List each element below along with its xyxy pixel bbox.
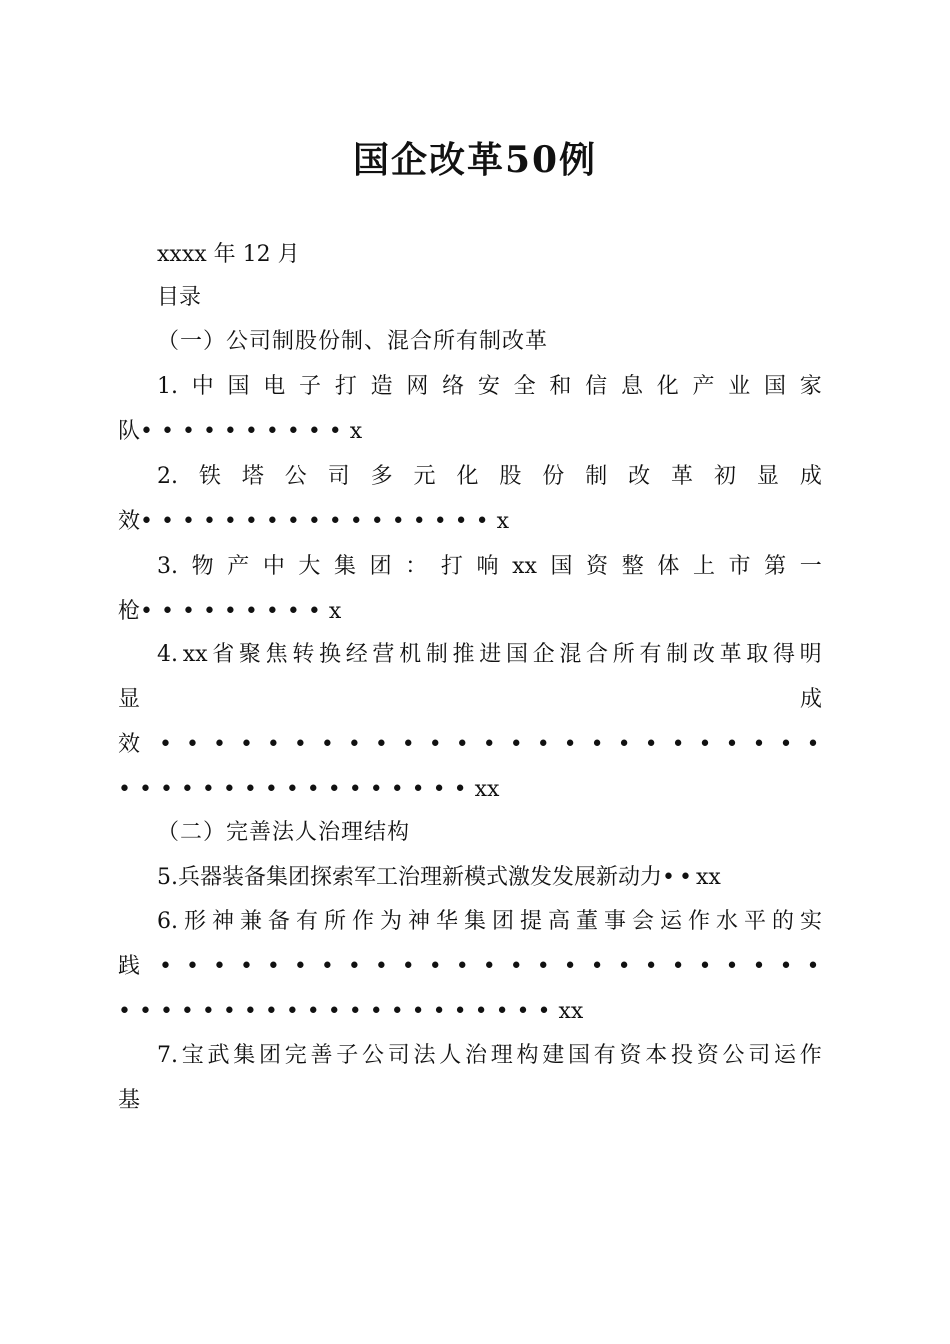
toc-page-number: x: [328, 599, 342, 624]
toc-item-char: 团: [369, 554, 392, 579]
toc-item-char: 武: [207, 1043, 230, 1068]
toc-item-text: 效: [118, 509, 141, 534]
toc-item-char: 份: [542, 464, 565, 489]
toc-item-char: 子: [299, 374, 322, 399]
toc-item-char: 大: [298, 554, 321, 579]
toc-item-char: 公: [284, 464, 307, 489]
toc-item-char: 4.: [157, 642, 178, 667]
toc-page-number: xx: [474, 777, 500, 802]
toc-item-char: 改: [628, 464, 651, 489]
toc-item-char: 经: [345, 642, 368, 667]
toc-item-char: 所: [612, 642, 635, 667]
toc-item-char: 取: [746, 642, 769, 667]
toc-item-char: 备: [267, 909, 290, 934]
toc-item-char: 会: [631, 909, 654, 934]
toc-item-char: 神: [211, 909, 234, 934]
toc-item-char: 公: [722, 1043, 745, 1068]
toc-item-char: 家: [799, 374, 822, 399]
toc-item-char: 市: [728, 554, 751, 579]
toc-item-6-line1: [157, 907, 822, 937]
toc-item-char: 第: [764, 554, 787, 579]
toc-item-char: 产: [227, 554, 250, 579]
toc-item-char: 国: [550, 554, 573, 579]
toc-item-char: 有: [295, 909, 318, 934]
toc-item-char: 投: [670, 1043, 693, 1068]
toc-leader: •••••••••: [140, 599, 329, 624]
toc-item-char: 化: [656, 374, 679, 399]
toc-page-number: x: [349, 419, 363, 444]
toc-item-char: 集: [334, 554, 357, 579]
toc-item-char: 6.: [157, 909, 178, 934]
toc-item-char: 理: [490, 1043, 513, 1068]
toc-leader: •••••••••••••••••••••••••: [159, 954, 834, 979]
toc-item-char: 作: [799, 1043, 822, 1068]
toc-item-char: xx: [182, 642, 208, 667]
toc-item-char: 信: [585, 374, 608, 399]
toc-item-char: 机: [399, 642, 422, 667]
toc-item-char: 董: [575, 909, 598, 934]
toc-item-char: 中: [191, 374, 214, 399]
toc-leader: •••••••••••••••••••••••••: [159, 732, 834, 757]
toc-item-char: 化: [456, 464, 479, 489]
toc-item-char: 得: [772, 642, 795, 667]
toc-item-char: 中: [262, 554, 285, 579]
toc-item-char: 转: [292, 642, 315, 667]
toc-item-char: 进: [479, 642, 502, 667]
toc-item-char: 公: [361, 1043, 384, 1068]
toc-item-char: 集: [233, 1043, 256, 1068]
toc-item-char: 司: [748, 1043, 771, 1068]
toc-item-char: 省: [212, 642, 235, 667]
toc-page-number: xx: [695, 865, 721, 890]
toc-item-char: 多: [370, 464, 393, 489]
toc-item-char: 资: [696, 1043, 719, 1068]
toc-item-char: 制: [585, 464, 608, 489]
toc-item-char: 7.: [157, 1043, 178, 1068]
toc-item-text: 践: [118, 954, 141, 979]
toc-item-4-line2: [118, 685, 822, 715]
toc-item-char: 宝: [181, 1043, 204, 1068]
toc-item-char: 1.: [157, 374, 178, 399]
toc-item-char: 高: [547, 909, 570, 934]
toc-item-char: 所: [323, 909, 346, 934]
toc-item-text: 显: [118, 687, 141, 712]
toc-item-char: 焦: [265, 642, 288, 667]
toc-item-char: 和: [549, 374, 572, 399]
document-date: xxxx 年 12 月: [157, 242, 300, 267]
toc-item-char: 络: [442, 374, 465, 399]
toc-item-char: 2.: [157, 464, 178, 489]
toc-item-7-line2: 基: [118, 1088, 141, 1113]
toc-item-char: 混: [559, 642, 582, 667]
toc-leader: •••••••••••••••••: [118, 777, 475, 802]
toc-item-char: 初: [713, 464, 736, 489]
toc-item-char: 构: [516, 1043, 539, 1068]
toc-item-char: 产: [692, 374, 715, 399]
toc-item-char: 平: [743, 909, 766, 934]
toc-item-char: 电: [263, 374, 286, 399]
toc-item-char: 作: [687, 909, 710, 934]
toc-item-char: 革: [719, 642, 742, 667]
toc-item-char: 提: [519, 909, 542, 934]
toc-leader: ••••••••••: [140, 419, 350, 444]
toc-item-char: 的: [771, 909, 794, 934]
toc-heading: 目录: [157, 285, 202, 310]
toc-item-6-line2: [118, 952, 833, 982]
toc-item-char: 合: [586, 642, 609, 667]
toc-item-char: ：: [405, 554, 428, 579]
toc-item-char: 有: [593, 1043, 616, 1068]
toc-item-char: 国: [505, 642, 528, 667]
toc-leader: •••••••••••••••••: [140, 509, 497, 534]
toc-item-char: 运: [659, 909, 682, 934]
toc-item-char: 为: [379, 909, 402, 934]
toc-item-char: 整: [621, 554, 644, 579]
toc-item-4-line4: [118, 775, 499, 805]
toc-item-char: 司: [327, 464, 350, 489]
toc-leader: •••••••••••••••••••••: [118, 999, 559, 1024]
toc-item-char: 息: [620, 374, 643, 399]
toc-item-4-line1: [157, 640, 822, 670]
toc-page-number: xx: [558, 999, 584, 1024]
toc-item-char: 业: [728, 374, 751, 399]
toc-item-char: 国: [764, 374, 787, 399]
toc-item-char: 3.: [157, 554, 178, 579]
toc-item-char: 打: [334, 374, 357, 399]
toc-item-char: 华: [435, 909, 458, 934]
toc-item-char: 营: [372, 642, 395, 667]
toc-item-char: 实: [799, 909, 822, 934]
toc-item-char: 有: [639, 642, 662, 667]
toc-item-char: 运: [773, 1043, 796, 1068]
toc-item-char: 制: [666, 642, 689, 667]
toc-item-char: 一: [799, 554, 822, 579]
toc-item-char: 制: [425, 642, 448, 667]
toc-item-3-line2: [118, 597, 341, 627]
toc-item-char: 建: [542, 1043, 565, 1068]
toc-item-3-line1: [157, 552, 822, 582]
toc-item-char: 打: [440, 554, 463, 579]
toc-item-char: 人: [439, 1043, 462, 1068]
toc-item-6-line3: [118, 997, 583, 1027]
toc-page-number: x: [496, 509, 510, 534]
toc-item-char: 本: [645, 1043, 668, 1068]
toc-item-char: 事: [603, 909, 626, 934]
toc-item-char: 子: [336, 1043, 359, 1068]
toc-item-text: 5.兵器装备集团探索军工治理新模式激发发展新动力: [157, 865, 662, 890]
toc-item-char: 响: [476, 554, 499, 579]
toc-item-char: 国: [567, 1043, 590, 1068]
toc-item-char: xx: [512, 554, 537, 579]
toc-item-char: 明: [799, 642, 822, 667]
toc-item-char: 治: [464, 1043, 487, 1068]
toc-item-text: 枪: [118, 599, 141, 624]
toc-item-char: 法: [413, 1043, 436, 1068]
toc-item-char: 股: [499, 464, 522, 489]
toc-item-char: 完: [284, 1043, 307, 1068]
toc-item-char: 成: [799, 464, 822, 489]
toc-item-text: 效: [118, 732, 141, 757]
toc-item-2-line1: [157, 462, 822, 492]
toc-item-char: 集: [463, 909, 486, 934]
toc-item-char: 团: [491, 909, 514, 934]
toc-item-char: 造: [370, 374, 393, 399]
toc-item-7-line1: [157, 1041, 822, 1071]
toc-item-char: 国: [227, 374, 250, 399]
toc-item-char: 塔: [241, 464, 264, 489]
toc-item-char: 兼: [239, 909, 262, 934]
toc-item-char: 上: [692, 554, 715, 579]
toc-item-4-line3: [118, 730, 833, 760]
toc-item-char: 元: [413, 464, 436, 489]
toc-item-5-line1: [157, 863, 721, 893]
toc-leader: ••: [662, 865, 696, 890]
toc-item-char: 铁: [198, 464, 221, 489]
toc-item-char: 神: [407, 909, 430, 934]
toc-item-char: 形: [183, 909, 206, 934]
toc-section-1: （一）公司制股份制、混合所有制改革: [157, 329, 549, 354]
toc-item-char: 水: [715, 909, 738, 934]
toc-item-char: 资: [619, 1043, 642, 1068]
toc-item-char: 团: [258, 1043, 281, 1068]
toc-item-2-line2: [118, 507, 509, 537]
toc-item-char: 资: [586, 554, 609, 579]
toc-item-char: 作: [351, 909, 374, 934]
toc-item-char: 体: [657, 554, 680, 579]
toc-item-char: 革: [671, 464, 694, 489]
toc-item-1-line2: [118, 417, 362, 447]
toc-item-char: 安: [477, 374, 500, 399]
document-title: 国企改革50例: [352, 139, 598, 181]
toc-item-char: 物: [191, 554, 214, 579]
toc-item-char: 聚: [238, 642, 261, 667]
toc-item-char: 全: [513, 374, 536, 399]
toc-item-char: 改: [692, 642, 715, 667]
toc-item-char: 善: [310, 1043, 333, 1068]
toc-item-char: 网: [406, 374, 429, 399]
toc-item-text: 队: [118, 419, 141, 444]
toc-item-char: 换: [319, 642, 342, 667]
toc-item-char: 司: [387, 1043, 410, 1068]
toc-item-char: 显: [756, 464, 779, 489]
toc-item-text: 成: [799, 687, 822, 712]
toc-item-char: 企: [532, 642, 555, 667]
toc-item-char: 推: [452, 642, 475, 667]
toc-section-2: （二）完善法人治理结构: [157, 820, 411, 845]
toc-item-1-line1: [157, 372, 822, 402]
